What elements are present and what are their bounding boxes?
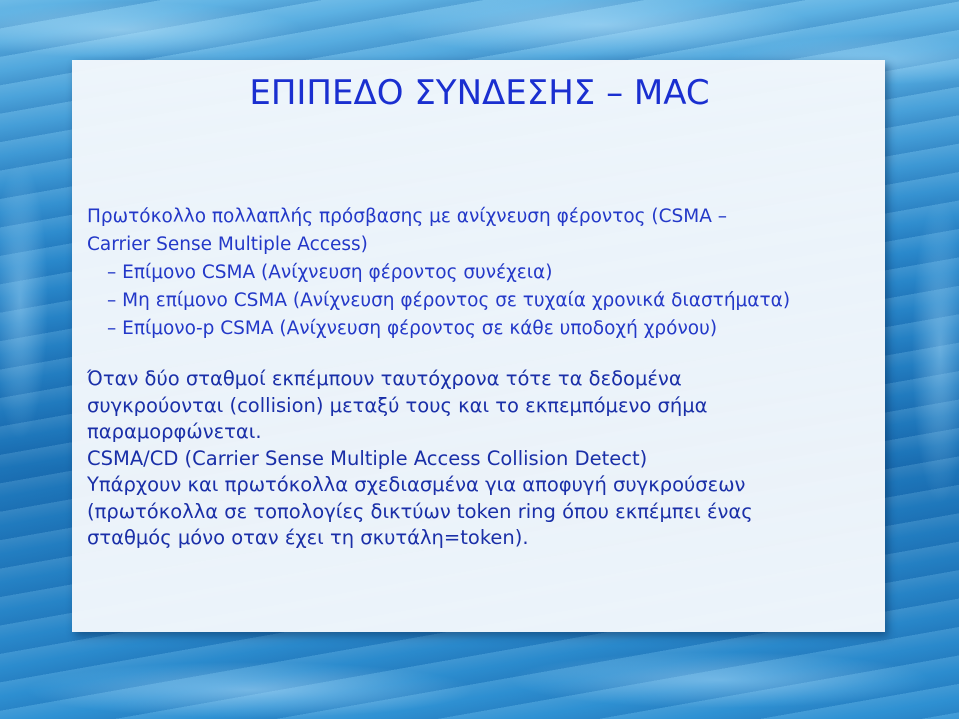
text-line: Όταν δύο σταθμοί εκπέμπουν ταυτόχρονα τότε τα δεδομένα bbox=[87, 367, 682, 390]
list-item: – Μη επίμονο CSMA (Ανίχνευση φέροντος σε τυχαία χρονικά διαστήματα) bbox=[107, 290, 791, 311]
protocol-list bbox=[87, 203, 877, 343]
text-line: CSMA/CD (Carrier Sense Multiple Access Collision Detect) bbox=[87, 446, 648, 470]
text-line: παραμορφώνεται. bbox=[87, 420, 262, 443]
text-line: συγκρούονται (collision) μεταξύ τους και το εκπεμπόμενο σήμα bbox=[87, 393, 708, 417]
list-item: – Επίμονο CSMA (Ανίχνευση φέροντος συνέχεια) bbox=[107, 262, 553, 283]
text-line: σταθμός μόνο οταν έχει τη σκυτάλη=token). bbox=[87, 526, 529, 549]
list-item: – Επίμονο-p CSMA (Ανίχνευση φέροντος σε κάθε υποδοχή χρόνου) bbox=[107, 318, 718, 339]
text-line: (πρωτόκολλα σε τοπολογίες δικτύων token ring όπου εκπέμπει ένας bbox=[87, 499, 753, 523]
intro-line: Πρωτόκολλο πολλαπλής πρόσβασης με ανίχνευση φέροντος (CSMA – bbox=[87, 206, 728, 227]
collision-paragraph bbox=[87, 366, 877, 552]
intro-line: Carrier Sense Multiple Access) bbox=[87, 234, 368, 255]
text-line: Υπάρχουν και πρωτόκολλα σχεδιασμένα για αποφυγή συγκρούσεων bbox=[87, 473, 746, 496]
slide-title: ΕΠΙΠΕΔΟ ΣΥΝΔΕΣΗΣ – MAC bbox=[249, 73, 710, 113]
